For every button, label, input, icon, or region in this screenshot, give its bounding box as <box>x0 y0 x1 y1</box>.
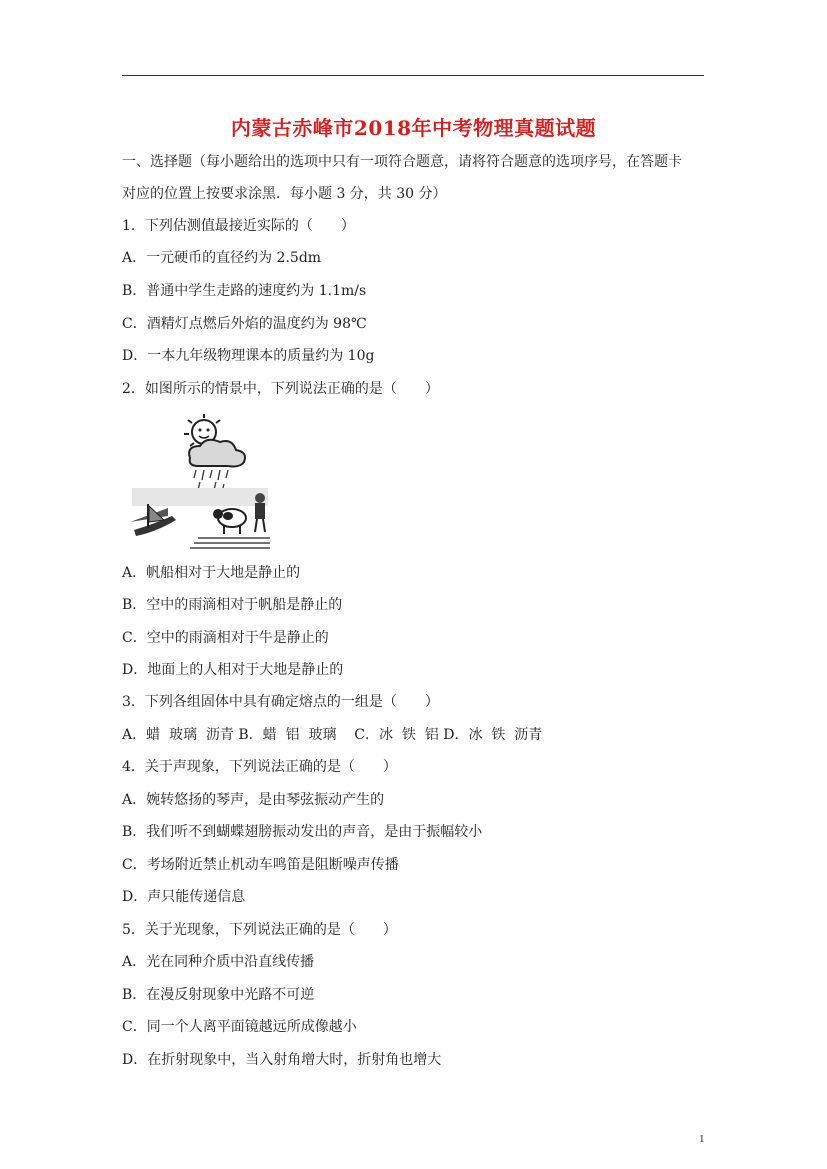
sailboat-illustration <box>130 504 176 536</box>
page-title: 内蒙古赤峰市2018年中考物理真题试题 <box>230 116 597 140</box>
question-4-stem: 4．关于声现象，下列说法正确的是（ ） <box>122 759 397 775</box>
question-4-option-c: C．考场附近禁止机动车鸣笛是阻断噪声传播 <box>122 857 399 873</box>
question-5-option-a: A．光在同种介质中沿直线传播 <box>122 954 315 970</box>
header-rule <box>122 75 704 76</box>
question-2-option-d: D．地面上的人相对于大地是静止的 <box>122 662 344 678</box>
question-1-option-a: A．一元硬币的直径约为 2.5dm <box>122 250 322 266</box>
question-2-option-c: C．空中的雨滴相对于牛是静止的 <box>122 630 329 646</box>
person-illustration <box>255 493 265 532</box>
question-5-stem: 5．关于光现象，下列说法正确的是（ ） <box>122 922 397 938</box>
field-illustration <box>190 538 270 548</box>
question-1-option-b: B．普通中学生走路的速度约为 1.1m/s <box>122 283 367 299</box>
question-2-figure <box>128 412 272 550</box>
question-4-option-d: D．声只能传递信息 <box>122 889 246 905</box>
question-5-option-d: D．在折射现象中，当入射角增大时，折射角也增大 <box>122 1052 442 1068</box>
question-2-stem: 2．如图所示的情景中，下列说法正确的是（ ） <box>122 381 439 397</box>
section-heading-line-2: 对应的位置上按要求涂黑．每小题 3 分，共 30 分） <box>122 186 447 202</box>
cow-illustration <box>213 509 246 534</box>
question-1-stem: 1．下列估测值最接近实际的（ ） <box>122 218 355 234</box>
cloud-illustration <box>189 440 245 467</box>
question-4-option-a: A．婉转悠扬的琴声，是由琴弦振动产生的 <box>122 792 385 808</box>
section-heading-line-1: 一、选择题（每小题给出的选项中只有一项符合题意，请将符合题意的选项序号，在答题卡 <box>122 154 682 170</box>
page-number: 1 <box>699 1133 705 1145</box>
question-1-option-d: D．一本九年级物理课本的质量约为 10g <box>122 348 375 364</box>
question-3-stem: 3．下列各组固体中具有确定熔点的一组是（ ） <box>122 694 439 710</box>
question-5-option-b: B．在漫反射现象中光路不可逆 <box>122 987 315 1003</box>
question-3-options: A．蜡 玻璃 沥青 B．蜡 铝 玻璃 C．冰 铁 铝 D．冰 铁 沥青 <box>122 727 543 743</box>
question-4-option-b: B．我们听不到蝴蝶翅膀振动发出的声音，是由于振幅较小 <box>122 824 483 840</box>
question-1-option-c: C．酒精灯点燃后外焰的温度约为 98℃ <box>122 316 367 332</box>
question-2-option-b: B．空中的雨滴相对于帆船是静止的 <box>122 597 343 613</box>
question-5-option-c: C．同一个人离平面镜越远所成像越小 <box>122 1019 357 1035</box>
question-2-option-a: A．帆船相对于大地是静止的 <box>122 565 301 581</box>
